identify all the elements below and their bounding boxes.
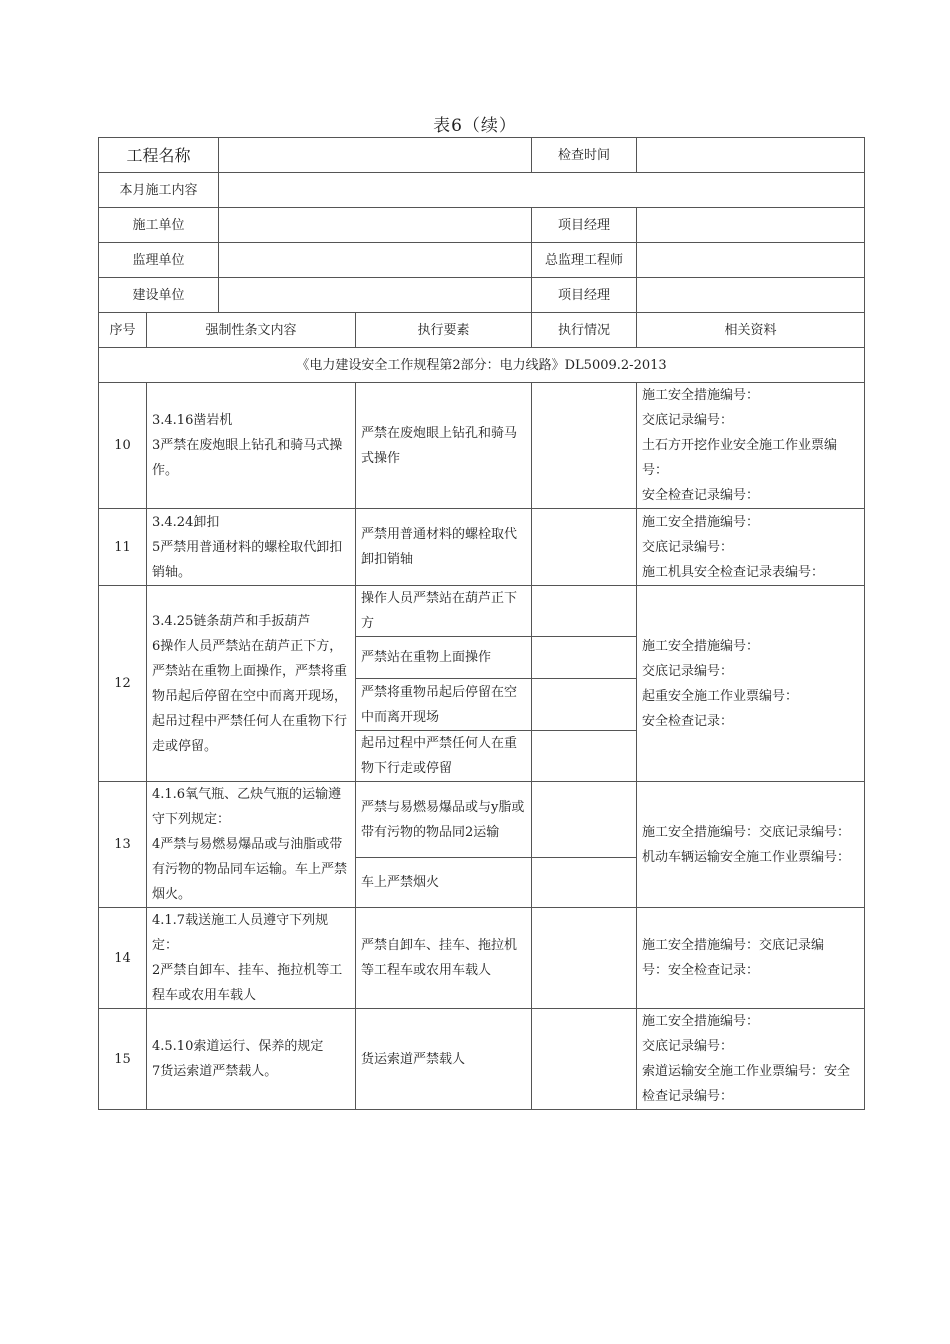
project-name-label: 工程名称 bbox=[99, 138, 219, 173]
owner-unit-field[interactable] bbox=[219, 278, 532, 313]
element-text: 货运索道严禁载人 bbox=[356, 1009, 532, 1110]
column-header-element: 执行要素 bbox=[356, 313, 532, 348]
row-number: 14 bbox=[99, 908, 147, 1009]
column-header-material: 相关资料 bbox=[637, 313, 865, 348]
project-manager-field[interactable] bbox=[637, 208, 865, 243]
project-manager-label-2: 项目经理 bbox=[532, 278, 637, 313]
table-title: 表6（续） bbox=[433, 116, 517, 136]
chief-supervisor-label: 总监理工程师 bbox=[532, 243, 637, 278]
construction-unit-label: 施工单位 bbox=[99, 208, 219, 243]
material-text: 施工安全措施编号： 交底记录编号： 起重安全施工作业票编号： 安全检查记录： bbox=[637, 586, 865, 782]
material-text: 施工安全措施编号：交底记录编号： 机动车辆运输安全施工作业票编号： bbox=[637, 782, 865, 908]
project-manager-field-2[interactable] bbox=[637, 278, 865, 313]
material-text: 施工安全措施编号：交底记录编 号：安全检查记录： bbox=[637, 908, 865, 1009]
row-number: 10 bbox=[99, 383, 147, 509]
clause-text: 4.1.6氧气瓶、乙炔气瓶的运输遵守下列规定： 4严禁与易燃易爆品或与油脂或带有污物的物品同车运输。车上严禁烟火。 bbox=[147, 782, 356, 908]
supervision-unit-label: 监理单位 bbox=[99, 243, 219, 278]
element-text: 严禁用普通材料的螺栓取代卸扣销轴 bbox=[356, 509, 532, 586]
monthly-content-label: 本月施工内容 bbox=[99, 173, 219, 208]
status-cell[interactable] bbox=[532, 1009, 637, 1110]
clause-text: 4.5.10索道运行、保养的规定 7货运索道严禁载人。 bbox=[147, 1009, 356, 1110]
row-number: 12 bbox=[99, 586, 147, 782]
status-cell[interactable] bbox=[532, 782, 637, 858]
standard-title: 《电力建设安全工作规程第2部分：电力线路》DL5009.2-2013 bbox=[99, 348, 865, 383]
status-cell[interactable] bbox=[532, 679, 637, 731]
status-cell[interactable] bbox=[532, 586, 637, 637]
project-manager-label: 项目经理 bbox=[532, 208, 637, 243]
status-cell[interactable] bbox=[532, 637, 637, 679]
element-text: 车上严禁烟火 bbox=[356, 858, 532, 908]
inspection-time-field[interactable] bbox=[637, 138, 865, 173]
owner-unit-label: 建设单位 bbox=[99, 278, 219, 313]
status-cell[interactable] bbox=[532, 731, 637, 782]
construction-unit-field[interactable] bbox=[219, 208, 532, 243]
element-text: 起吊过程中严禁任何人在重物下行走或停留 bbox=[356, 731, 532, 782]
element-text: 操作人员严禁站在葫芦正下方 bbox=[356, 586, 532, 637]
element-text: 严禁将重物吊起后停留在空中而离开现场 bbox=[356, 679, 532, 731]
monthly-content-field[interactable] bbox=[219, 173, 865, 208]
row-number: 15 bbox=[99, 1009, 147, 1110]
chief-supervisor-field[interactable] bbox=[637, 243, 865, 278]
clause-text: 3.4.24卸扣 5严禁用普通材料的螺栓取代卸扣销轴。 bbox=[147, 509, 356, 586]
material-text: 施工安全措施编号： 交底记录编号： 索道运输安全施工作业票编号：安全检查记录编号： bbox=[637, 1009, 865, 1110]
status-cell[interactable] bbox=[532, 383, 637, 509]
element-text: 严禁在废炮眼上钻孔和骑马式操作 bbox=[356, 383, 532, 509]
clause-text: 3.4.25链条葫芦和手扳葫芦 6操作人员严禁站在葫芦正下方，严禁站在重物上面操作，严禁将重物吊起后停留在空中而离开现场，起吊过程中严禁任何人在重物下行走或停留。 bbox=[147, 586, 356, 782]
element-text: 严禁站在重物上面操作 bbox=[356, 637, 532, 679]
status-cell[interactable] bbox=[532, 858, 637, 908]
row-number: 13 bbox=[99, 782, 147, 908]
project-name-field[interactable] bbox=[219, 138, 532, 173]
clause-text: 4.1.7载送施工人员遵守下列规定： 2严禁自卸车、挂车、拖拉机等工程车或农用车载人 bbox=[147, 908, 356, 1009]
column-header-no: 序号 bbox=[99, 313, 147, 348]
element-text: 严禁自卸车、挂车、拖拉机等工程车或农用车载人 bbox=[356, 908, 532, 1009]
clause-text: 3.4.16凿岩机 3严禁在废炮眼上钻孔和骑马式操作。 bbox=[147, 383, 356, 509]
status-cell[interactable] bbox=[532, 509, 637, 586]
material-text: 施工安全措施编号： 交底记录编号： 土石方开挖作业安全施工作业票编号： 安全检查记录编号： bbox=[637, 383, 865, 509]
inspection-table bbox=[98, 137, 865, 1110]
inspection-time-label: 检查时间 bbox=[532, 138, 637, 173]
column-header-clause: 强制性条文内容 bbox=[147, 313, 356, 348]
status-cell[interactable] bbox=[532, 908, 637, 1009]
supervision-unit-field[interactable] bbox=[219, 243, 532, 278]
row-number: 11 bbox=[99, 509, 147, 586]
element-text: 严禁与易燃易爆品或与y脂或带有污物的物品同2运输 bbox=[356, 782, 532, 858]
column-header-status: 执行情况 bbox=[532, 313, 637, 348]
material-text: 施工安全措施编号： 交底记录编号： 施工机具安全检查记录表编号： bbox=[637, 509, 865, 586]
